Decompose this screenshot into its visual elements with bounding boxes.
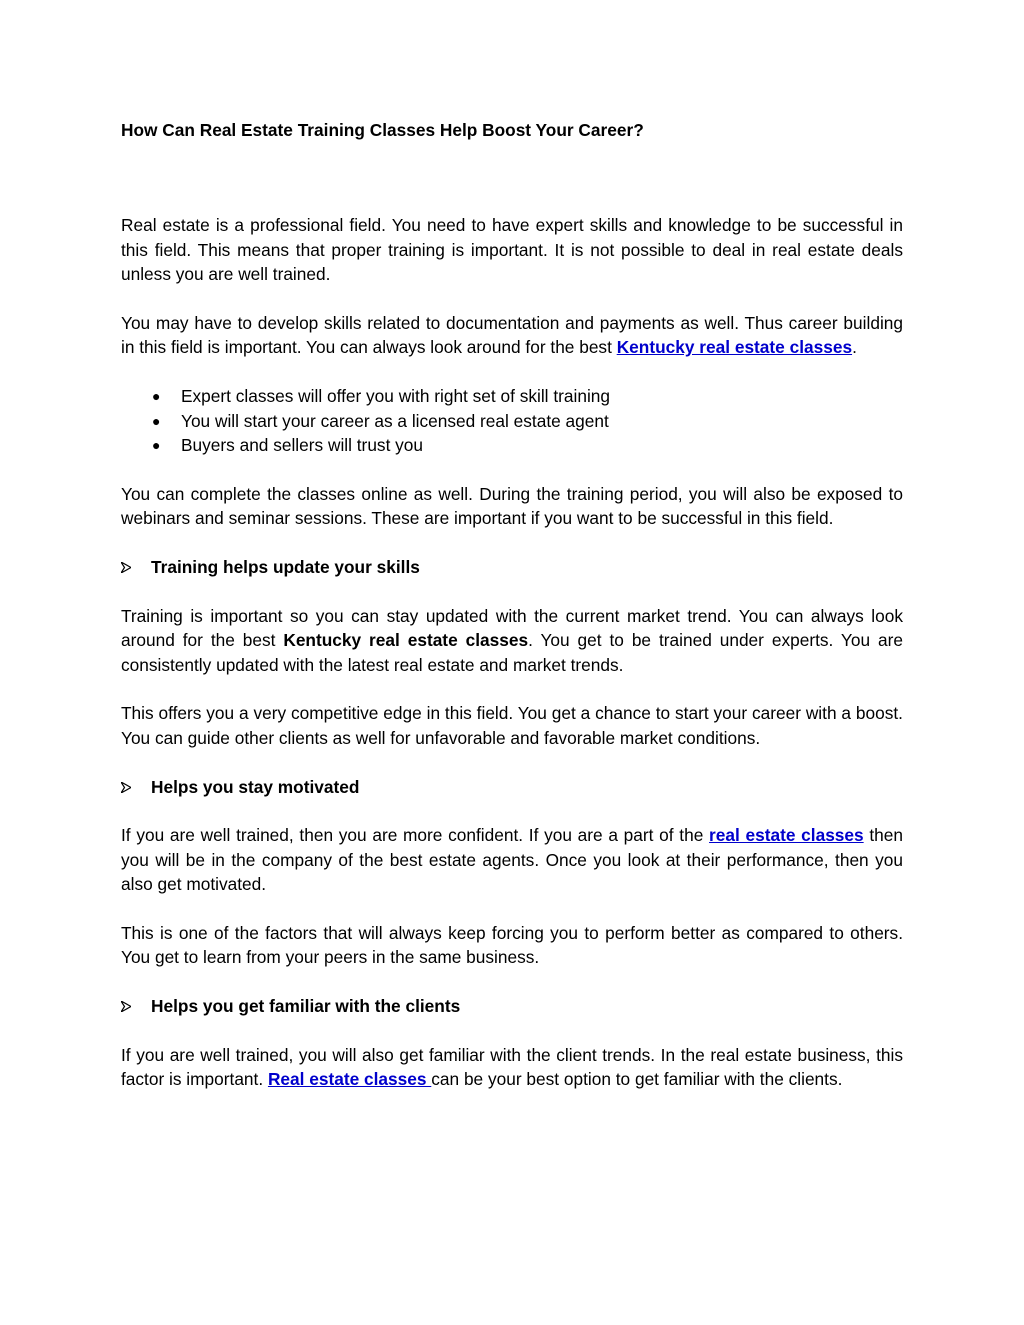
kentucky-real-estate-classes-link[interactable]: Kentucky real estate classes xyxy=(616,337,853,358)
paragraph-training-text: Training is important so you can stay updated with the current market trend. You can always look around for the best xyxy=(121,605,903,651)
paragraph-confident-end: then you will be in the company of the best estate agents. Once you look at their performance, then you also get motivated. xyxy=(121,825,904,895)
bullet-dot-icon: ● xyxy=(152,437,161,454)
bullet-dot-icon: ● xyxy=(152,412,161,429)
paragraph-confident-text: If you are well trained, then you are more confident. If you are a part of the xyxy=(121,825,710,846)
arrow-right-icon xyxy=(121,562,131,573)
paragraph-clients-text: If you are well trained, you will also get familiar with the client trends. In the real estate business, this factor is important. xyxy=(121,1045,903,1090)
list-item-text: Expert classes will offer you with right set of skill training xyxy=(181,386,611,407)
paragraph-clients xyxy=(121,1043,903,1092)
paragraph-intro: Real estate is a professional field. You need to have expert skills and knowledge to be successful in this field. This means that proper training is important. It is not possible to deal in real estate deals unless you are well trained. xyxy=(121,215,903,285)
arrow-right-icon xyxy=(121,782,131,793)
list-item-text: Buyers and sellers will trust you xyxy=(181,435,424,456)
arrow-right-icon xyxy=(121,1001,131,1012)
section-heading-clients xyxy=(121,994,903,1018)
paragraph-skills xyxy=(121,311,903,360)
section-heading-text: Helps you stay motivated xyxy=(151,776,360,797)
benefit-list xyxy=(121,384,903,457)
paragraph-clients-end: can be your best option to get familiar with the clients. xyxy=(431,1069,843,1090)
bullet-dot-icon: ● xyxy=(152,388,161,405)
paragraph-training xyxy=(121,604,903,677)
paragraph-skills-text: You may have to develop skills related to documentation and payments as well. Thus career building in this field is important. You can always look around for the best xyxy=(121,313,903,358)
paragraph-skills-end: . xyxy=(852,337,857,358)
section-heading-text: Helps you get familiar with the clients xyxy=(151,996,461,1017)
list-item-text: You will start your career as a licensed real estate agent xyxy=(181,410,609,431)
document-title: How Can Real Estate Training Classes Help Boost Your Career? xyxy=(121,120,644,140)
paragraph-edge: This offers you a very competitive edge in this field. You get a chance to start your career with a boost. You can guide other clients as well for unfavorable and favorable market conditions. xyxy=(121,703,903,748)
kentucky-classes-bold: Kentucky real estate classes xyxy=(283,630,529,651)
paragraph-confident xyxy=(121,823,903,896)
real-estate-classes-link[interactable]: real estate classes xyxy=(709,825,864,846)
list-item xyxy=(121,433,903,457)
list-item xyxy=(121,384,903,408)
document-body xyxy=(121,118,903,1092)
real-estate-classes-link-2[interactable]: Real estate classes xyxy=(267,1069,432,1090)
paragraph-training-end: . You get to be trained under experts. You are consistently updated with the latest real estate and market trends. xyxy=(121,630,903,675)
list-item xyxy=(121,409,903,433)
paragraph-online: You can complete the classes online as well. During the training period, you will also be exposed to webinars and seminar sessions. These are important if you want to be successful in this field. xyxy=(121,483,903,529)
section-heading-training xyxy=(121,555,903,579)
section-heading-text: Training helps update your skills xyxy=(151,557,420,578)
section-heading-motivated xyxy=(121,775,903,799)
paragraph-peers: This is one of the factors that will always keep forcing you to perform better as compared to others. You get to learn from your peers in the same business. xyxy=(121,923,903,968)
